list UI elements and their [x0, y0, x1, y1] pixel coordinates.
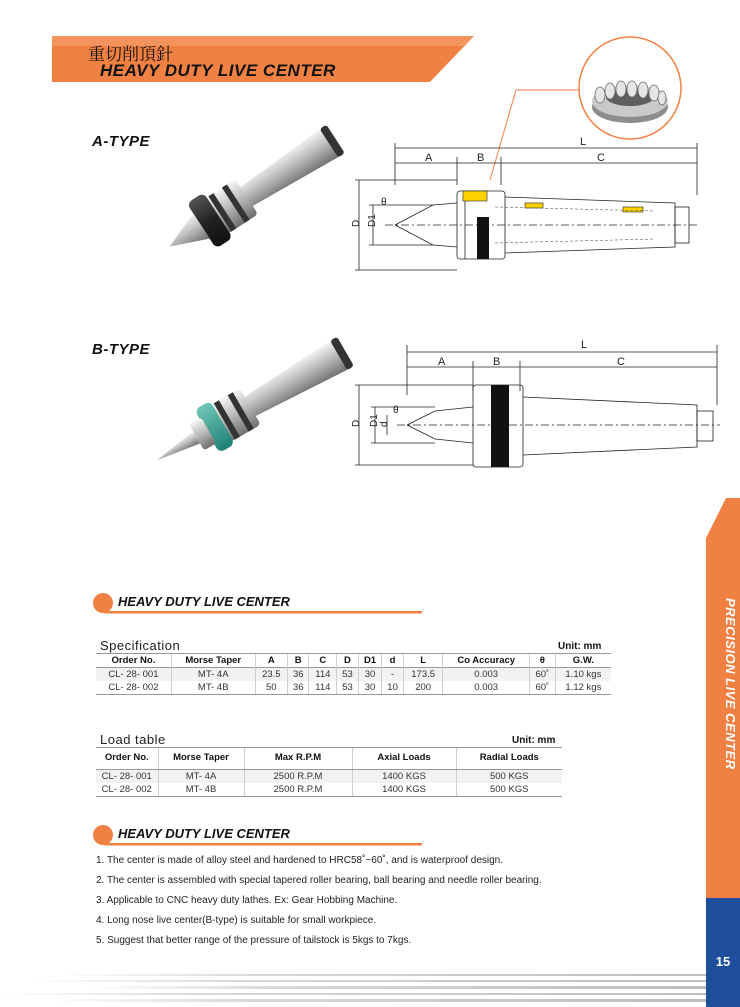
spec-col-header: A [255, 654, 287, 668]
table-cell: 60˚ [529, 668, 555, 682]
header-title-en: HEAVY DUTY LIVE CENTER [100, 61, 336, 80]
load-col-header: Order No. [96, 748, 158, 770]
b-dim-C: C [617, 356, 625, 368]
load-col-header: Max R.P.M [244, 748, 352, 770]
section-heading-1 [92, 592, 422, 614]
table-cell: MT- 4A [171, 668, 255, 682]
b-dim-L: L [581, 339, 588, 351]
spec-col-header: Order No. [96, 654, 171, 668]
b-dim-D: D [351, 419, 362, 427]
spec-col-header: D1 [358, 654, 382, 668]
spec-col-header: θ [529, 654, 555, 668]
table-cell: 114 [309, 668, 337, 682]
load-title: Load table [100, 732, 166, 747]
table-row [96, 681, 611, 695]
list-item: 5. Suggest that better range of the pressure of tailstock is 5kgs to 7kgs. [96, 935, 412, 946]
table-cell: 53 [337, 668, 358, 682]
spec-col-header: d [382, 654, 403, 668]
load-col-header: Morse Taper [158, 748, 244, 770]
table-cell: MT- 4B [171, 681, 255, 695]
load-header-row [96, 748, 562, 770]
bottom-decor-lines [0, 968, 706, 1007]
a-type-photo [150, 108, 365, 268]
table-cell: 53 [337, 681, 358, 695]
list-item: 2. The center is assembled with special tapered roller bearing, ball bearing and needle roller bearing. [96, 875, 542, 886]
table-cell: 1.12 kgs [555, 681, 611, 695]
table-cell: 0.003 [443, 668, 529, 682]
table-cell: 1400 KGS [352, 783, 456, 797]
table-row [96, 783, 562, 797]
table-row [96, 770, 562, 784]
b-type-label: B-TYPE [92, 341, 151, 358]
table-cell: CL- 28- 002 [96, 783, 158, 797]
spec-header-row [96, 654, 611, 668]
a-dim-D: D [351, 219, 362, 227]
b-dim-B: B [493, 356, 501, 368]
a-dim-C: C [597, 152, 605, 164]
a-dim-theta: θ [381, 197, 387, 208]
spec-col-header: Co Accuracy [443, 654, 529, 668]
table-cell: 1400 KGS [352, 770, 456, 784]
table-cell: 36 [288, 668, 309, 682]
load-col-header: Radial Loads [456, 748, 562, 770]
spec-unit: Unit: mm [558, 641, 602, 652]
table-cell: MT- 4A [158, 770, 244, 784]
load-unit: Unit: mm [512, 735, 556, 746]
header-title-zh: 重切削頂針 [88, 45, 173, 65]
table-cell: 36 [288, 681, 309, 695]
b-dim-D1: D1 [369, 414, 380, 427]
table-cell: 10 [382, 681, 403, 695]
side-band-text: PRECISION LIVE CENTER [723, 598, 738, 770]
a-dim-L: L [580, 136, 587, 148]
list-item: 1. The center is made of alloy steel and hardened to HRC58˚~60˚, and is waterproof design. [96, 855, 503, 866]
table-cell: 200 [403, 681, 443, 695]
load-table [96, 747, 562, 797]
bearing-detail-image [575, 35, 685, 145]
table-cell: CL- 28- 001 [96, 770, 158, 784]
table-cell: CL- 28- 002 [96, 681, 171, 695]
load-col-header: Axial Loads [352, 748, 456, 770]
table-cell: 500 KGS [456, 783, 562, 797]
table-cell: 30 [358, 668, 382, 682]
section-heading-1-text: HEAVY DUTY LIVE CENTER [118, 594, 290, 609]
spec-col-header: G.W. [555, 654, 611, 668]
table-cell: CL- 28- 001 [96, 668, 171, 682]
table-row [96, 668, 611, 682]
spec-col-header: D [337, 654, 358, 668]
b-dim-theta: θ [393, 405, 399, 416]
table-cell: MT- 4B [158, 783, 244, 797]
b-type-drawing [345, 335, 720, 475]
table-cell: 0.003 [443, 681, 529, 695]
table-cell: 500 KGS [456, 770, 562, 784]
b-dim-d: d [379, 421, 390, 427]
section-heading-2-text: HEAVY DUTY LIVE CENTER [118, 826, 290, 841]
list-item: 4. Long nose live center(B-type) is suitable for small workpiece. [96, 915, 377, 926]
table-cell: 114 [309, 681, 337, 695]
table-cell: 60˚ [529, 681, 555, 695]
spec-table [96, 653, 611, 695]
table-cell: 30 [358, 681, 382, 695]
table-cell: 23.5 [255, 668, 287, 682]
feature-notes [96, 853, 542, 953]
b-dim-A: A [438, 356, 446, 368]
table-cell: 2500 R.P.M [244, 770, 352, 784]
a-dim-D1: D1 [367, 214, 378, 227]
b-type-photo [140, 330, 370, 475]
a-dim-B: B [477, 152, 485, 164]
table-cell: 50 [255, 681, 287, 695]
spec-col-header: C [309, 654, 337, 668]
spec-col-header: L [403, 654, 443, 668]
section-heading-2 [92, 824, 422, 846]
spec-col-header: Morse Taper [171, 654, 255, 668]
table-cell: - [382, 668, 403, 682]
table-cell: 1.10 kgs [555, 668, 611, 682]
spec-title: Specification [100, 638, 181, 653]
a-type-drawing [345, 135, 705, 275]
page-number: 15 [715, 954, 731, 969]
table-cell: 2500 R.P.M [244, 783, 352, 797]
spec-col-header: B [288, 654, 309, 668]
table-cell: 173.5 [403, 668, 443, 682]
a-type-label: A-TYPE [92, 133, 151, 150]
list-item: 3. Applicable to CNC heavy duty lathes. Ex: Gear Hobbing Machine. [96, 895, 398, 906]
a-dim-A: A [425, 152, 433, 164]
